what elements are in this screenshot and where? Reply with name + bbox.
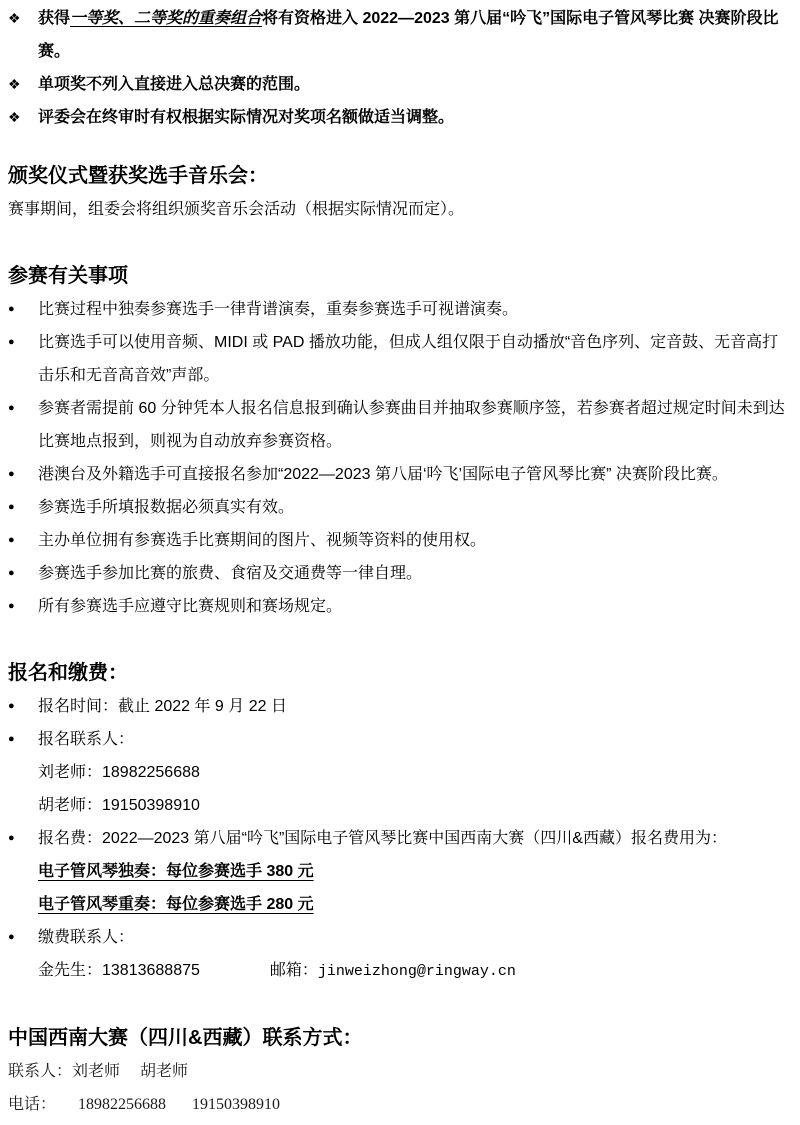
list-item [8, 921, 792, 954]
fee-solo-text: 电子管风琴独奏：每位参赛选手 380 元 [38, 863, 314, 880]
circle-bullet-icon: ● [8, 733, 15, 745]
diamond-bullet-icon: ❖ [8, 10, 21, 26]
list-item [8, 392, 792, 458]
fee-solo-line [8, 855, 792, 888]
list-item [8, 491, 792, 524]
list-item [8, 557, 792, 590]
section-heading-participation: 参赛有关事项 [8, 265, 128, 287]
fee-intro: 报名费：2022—2023 第八届“吟飞”国际电子管风琴比赛中国西南大赛（四川&西藏）报名费用为： [38, 830, 727, 847]
emphasized-text: 一等奖、二等奖的重奏组合 [70, 10, 263, 27]
bullet-text: 参赛者需提前 60 分钟凭本人报名信息报到确认参赛曲目并抽取参赛顺序签，若参赛者超过规定时间未到达比赛地点报到，则视为自动放弃参赛资格。 [38, 400, 785, 450]
bullet-text: 评委会在终审时有权根据实际情况对奖项名额做适当调整。 [38, 109, 455, 126]
list-item [8, 690, 792, 723]
list-item [8, 293, 792, 326]
southwest-phones-line [8, 1088, 792, 1121]
circle-bullet-icon: ● [8, 832, 15, 844]
list-item [8, 2, 792, 68]
paragraph: 赛事期间，组委会将组织颁奖音乐会活动（根据实际情况而定）。 [8, 201, 465, 218]
circle-bullet-icon: ● [8, 567, 15, 579]
list-item [8, 723, 792, 756]
phones-label: 电话： [8, 1096, 57, 1113]
bullet-text [38, 2, 792, 68]
list-item [8, 822, 792, 855]
circle-bullet-icon: ● [8, 468, 15, 480]
list-item [8, 524, 792, 557]
section-heading-registration: 报名和缴费： [8, 662, 128, 684]
bullet-text: 主办单位拥有参赛选手比赛期间的图片、视频等资料的使用权。 [38, 532, 487, 549]
registration-contact-label: 报名联系人： [38, 731, 135, 748]
circle-bullet-icon: ● [8, 700, 15, 712]
circle-bullet-icon: ● [8, 931, 15, 943]
circle-bullet-icon: ● [8, 336, 15, 348]
bullet-text: 单项奖不列入直接进入总决赛的范围。 [38, 76, 311, 93]
registration-deadline: 报名时间：截止 2022 年 9 月 22 日 [38, 698, 287, 715]
bullet-text: 参赛选手所填报数据必须真实有效。 [38, 499, 295, 516]
list-item [8, 458, 792, 491]
payment-contact-phone: 金先生：13813688875 [38, 962, 200, 979]
list-item [8, 101, 792, 134]
circle-bullet-icon: ● [8, 534, 15, 546]
bullet-text-prefix: 获得 [38, 10, 71, 27]
bullet-text: 港澳台及外籍选手可直接报名参加“2022—2023 第八届‘吟飞’国际电子管风琴比赛” 决赛阶段比赛。 [38, 466, 728, 483]
list-item [8, 68, 792, 101]
phone-number-2: 19150398910 [192, 1096, 281, 1113]
list-item [8, 326, 792, 392]
southwest-contacts-line: 联系人：刘老师 胡老师 [8, 1063, 189, 1080]
section-heading-award-concert: 颁奖仪式暨获奖选手音乐会： [8, 165, 268, 187]
bullet-text-suffix: 将有资格进入 2022—2023 第八届“吟飞”国际电子管风琴比赛 决赛阶段比赛。 [38, 10, 779, 60]
contact-phone-liu: 刘老师：18982256688 [38, 764, 200, 781]
diamond-bullet-icon: ❖ [8, 76, 21, 92]
bullet-text: 比赛过程中独奏参赛选手一律背谱演奏，重奏参赛选手可视谱演奏。 [38, 301, 519, 318]
fee-ensemble-line [8, 888, 792, 921]
section-heading-southwest-contact: 中国西南大赛（四川&西藏）联系方式： [8, 1027, 363, 1049]
bullet-text: 参赛选手参加比赛的旅费、食宿及交通费等一律自理。 [38, 565, 423, 582]
bullet-text: 所有参赛选手应遵守比赛规则和赛场规定。 [38, 598, 343, 615]
circle-bullet-icon: ● [8, 402, 15, 414]
circle-bullet-icon: ● [8, 303, 15, 315]
payment-contact-line [8, 954, 792, 988]
payment-contact-label: 缴费联系人： [38, 929, 135, 946]
fee-ensemble-text: 电子管风琴重奏：每位参赛选手 280 元 [38, 896, 314, 913]
contact-phone-hu: 胡老师：19150398910 [38, 797, 200, 814]
phone-number-1: 18982256688 [78, 1096, 167, 1113]
diamond-bullet-icon: ❖ [8, 109, 21, 125]
circle-bullet-icon: ● [8, 501, 15, 513]
bullet-text: 比赛选手可以使用音频、MIDI 或 PAD 播放功能，但成人组仅限于自动播放“音色序列、定音鼓、无音高打击乐和无音高音效”声部。 [38, 334, 779, 384]
email-label: 邮箱： [269, 962, 318, 979]
circle-bullet-icon: ● [8, 600, 15, 612]
email-address: jinweizhong@ringway.cn [317, 963, 516, 980]
list-item [8, 590, 792, 623]
